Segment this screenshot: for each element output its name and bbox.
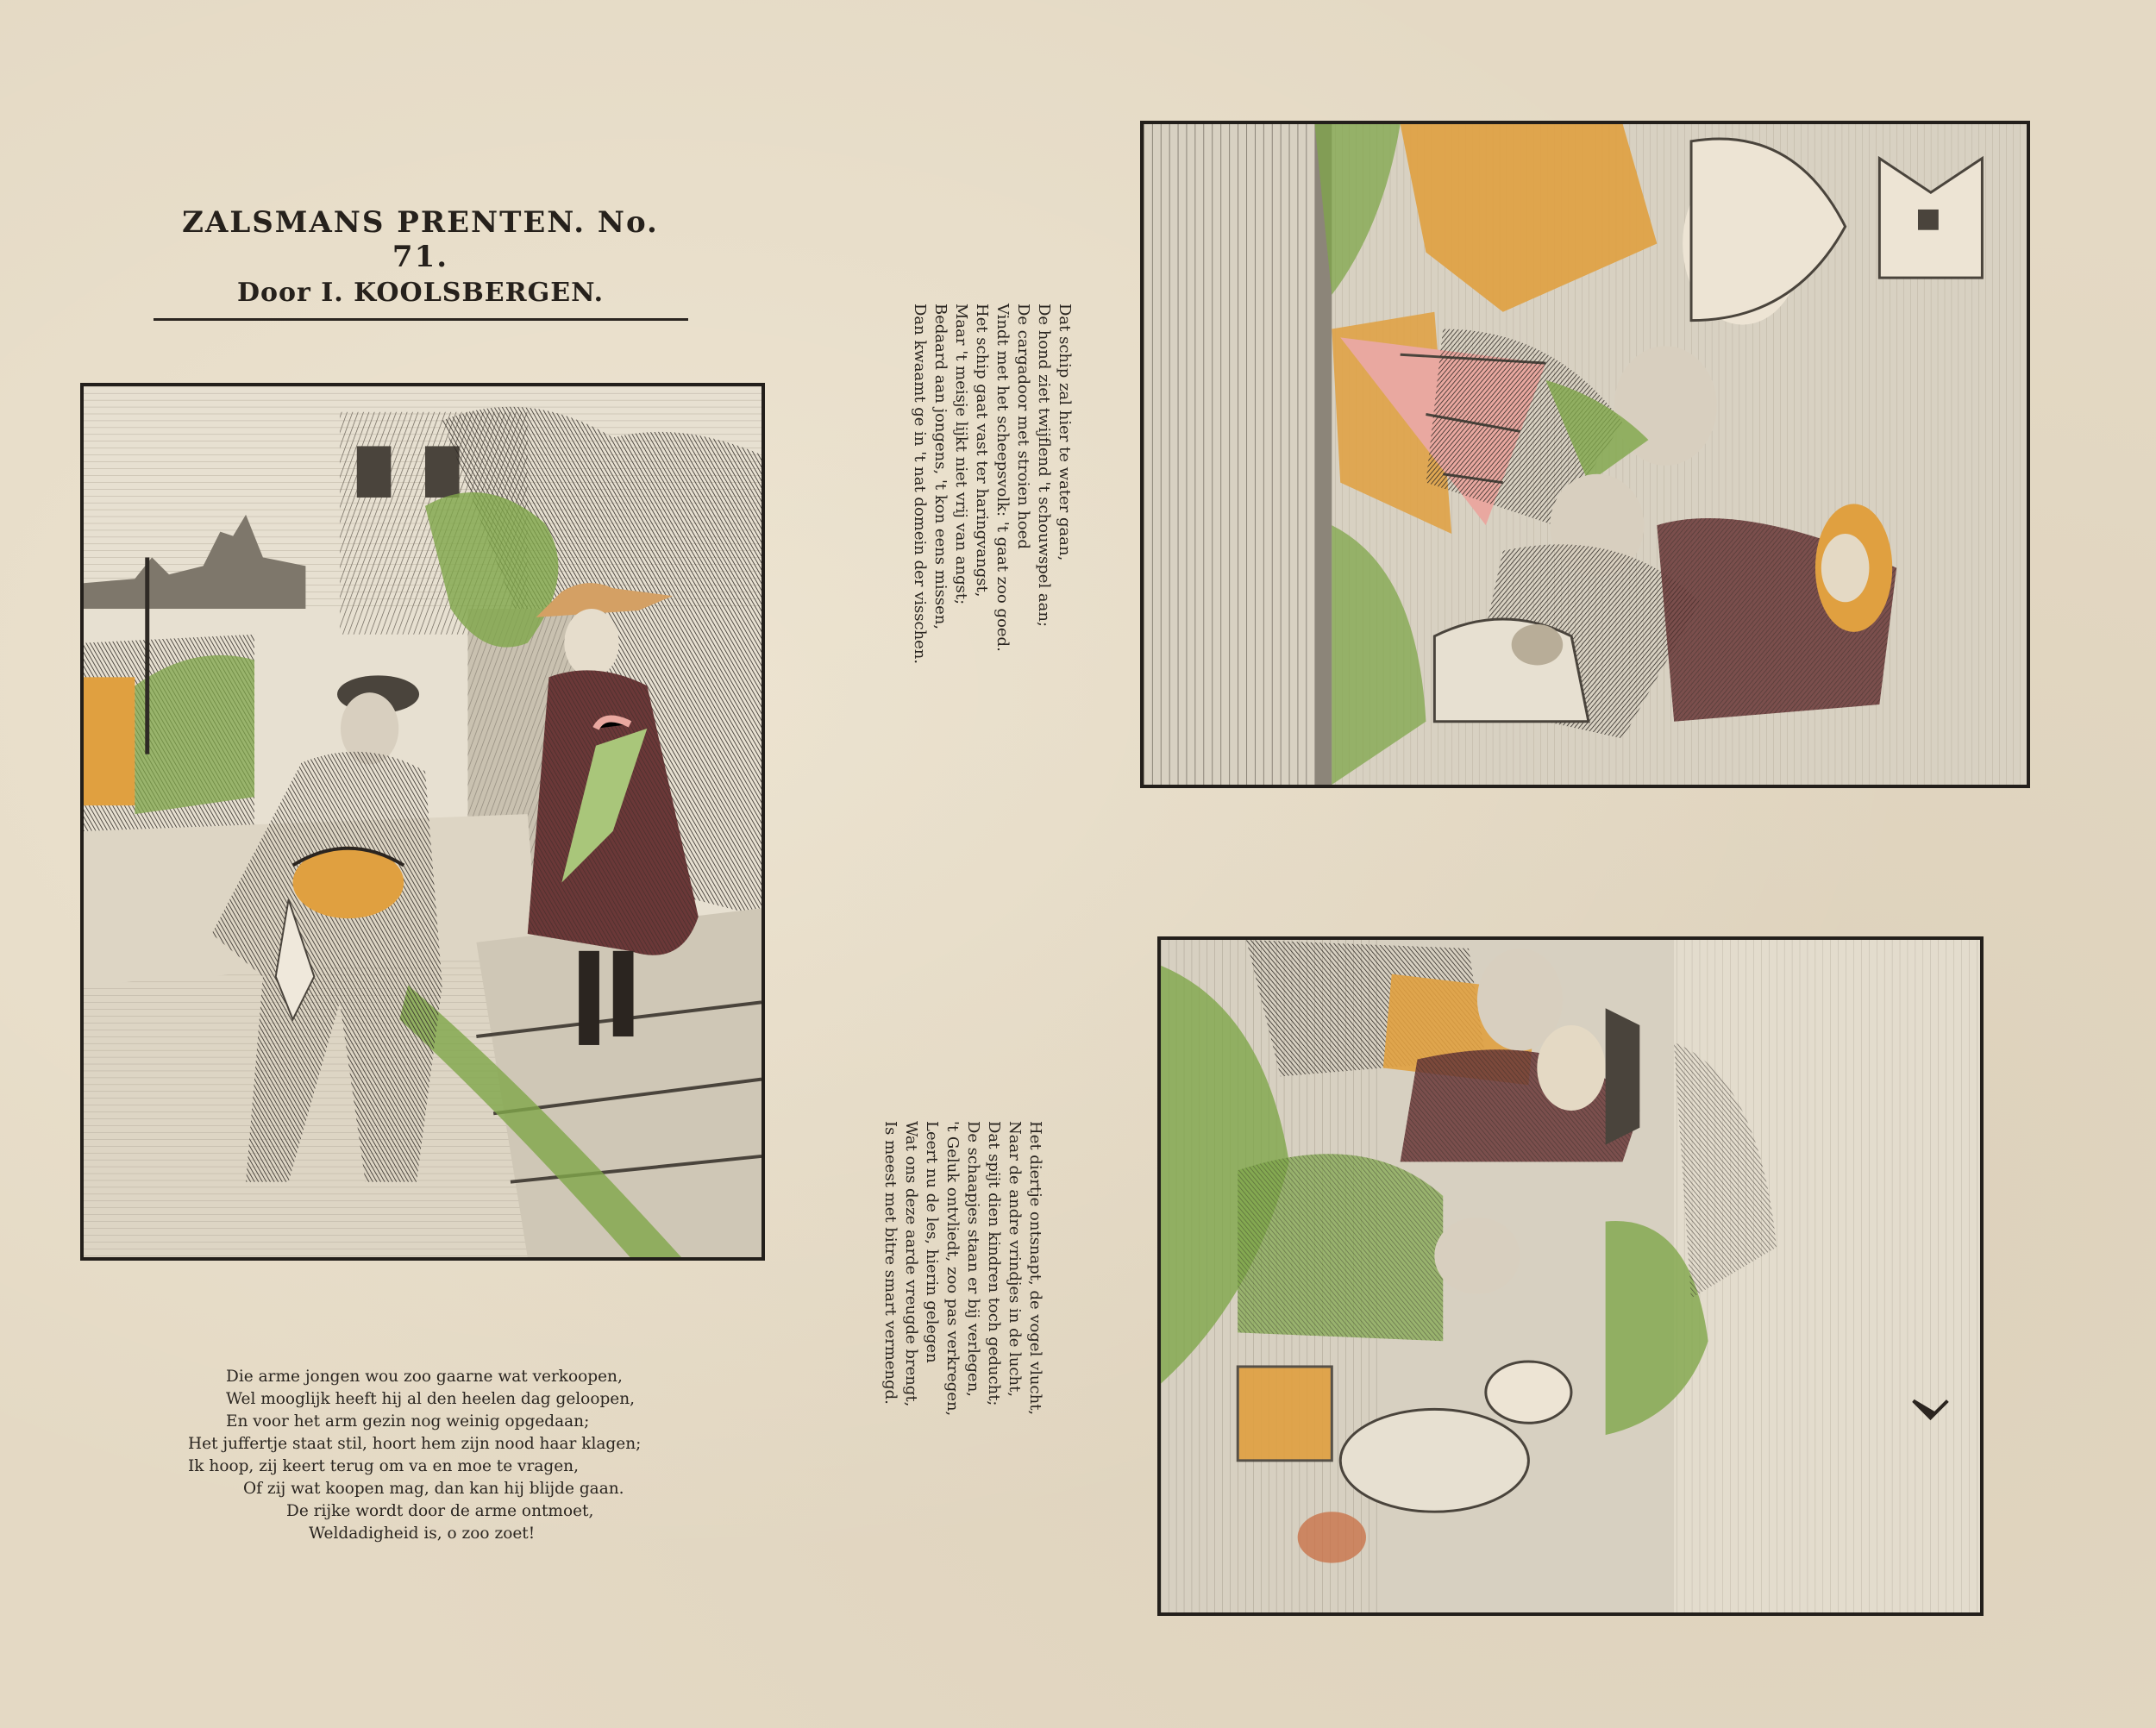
illustration-toy-ship [1140, 121, 2030, 788]
poem-line: Vindt met het scheepsvolk: 't gaat zoo goed. [993, 304, 1012, 652]
poem-line: De rijke wordt door de arme ontmoet, [286, 1502, 594, 1520]
poem-line: Dan kwaamt ge in 't nat domein der visschen. [911, 304, 929, 665]
header-rule [154, 318, 688, 321]
illustration-boy-and-girl [80, 383, 765, 1261]
poem-line: Wel mooglijk heeft hij al den heelen dag geloopen, [226, 1390, 636, 1408]
poem-line: Maar 't meisje lijkt niet vrij van angst; [952, 304, 970, 605]
poem-line: 't Geluk ontvliedt, zoo pas verkregen, [943, 1121, 962, 1417]
illustration-escaped-bird [1157, 936, 1984, 1616]
poem-line: Of zij wat koopen mag, dan kan hij blijde gaan. [243, 1480, 624, 1498]
poem-line: Naar de andre vrindjes in de lucht, [1006, 1121, 1024, 1398]
poem-line: Wat ons deze aarde vreugde brengt, [902, 1121, 920, 1407]
poem-line: Het diertje ontsnapt, de vogel vlucht, [1026, 1121, 1044, 1416]
poem-toy-ship [909, 304, 1075, 664]
poem-boy-and-girl [129, 1366, 733, 1545]
page-title: ZALSMANS PRENTEN. No. 71. [182, 205, 659, 274]
poem-line: De schaapjes staan er bij verlegen, [964, 1121, 982, 1398]
poem-line: Leert nu de les, hierin gelegen [923, 1121, 941, 1363]
page-header [151, 205, 690, 321]
page-author: Door I. KOOLSBERGEN. [236, 278, 605, 308]
poem-line: De hond ziet twijflend 't schouwspel aan; [1035, 304, 1053, 628]
poem-line: Ik hoop, zij keert terug om va en moe te vragen, [188, 1457, 579, 1475]
poem-line: Weldadigheid is, o zoo zoet! [309, 1525, 536, 1543]
poem-line: En voor het arm gezin nog weinig opgedaan; [226, 1412, 590, 1431]
poem-line: De cargadoor met stroien hoed [1014, 304, 1032, 549]
poem-line: Het juffertje staat stil, hoort hem zijn nood haar klagen; [188, 1435, 642, 1453]
poem-line: Is meest met bitre smart vermengd. [881, 1121, 899, 1405]
poem-line: Dat spijt dien kindren toch geducht; [985, 1121, 1003, 1406]
poem-line: Die arme jongen wou zoo gaarne wat verkoopen, [226, 1368, 623, 1386]
poem-line: Het schip gaat vast ter haringvangst, [973, 304, 991, 598]
poem-line: Dat schip zal hier te water gaan, [1056, 304, 1074, 561]
poem-line: Bedaard aan jongens, 't kon eens missen, [931, 304, 950, 630]
poem-escaped-bird [880, 1121, 1045, 1416]
